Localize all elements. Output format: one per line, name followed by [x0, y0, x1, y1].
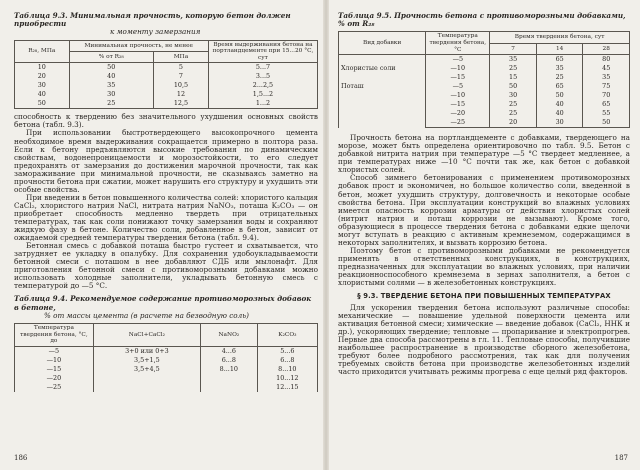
table-cell: 8...10	[257, 365, 317, 374]
table-cell: 65	[583, 100, 630, 109]
table-cell: 50	[536, 91, 583, 100]
table-cell: Поташ	[339, 82, 426, 128]
table-cell: 30	[490, 91, 537, 100]
table-cell: 40	[15, 90, 70, 99]
table-row	[339, 55, 630, 65]
table-cell: 4...6	[201, 346, 258, 356]
table-cell: 45	[583, 64, 630, 73]
table-header: % от R₂₈	[69, 52, 153, 63]
table-cell: —20	[426, 109, 490, 118]
table-cell: 55	[583, 109, 630, 118]
table-header: 14	[536, 43, 583, 54]
table-header: 28	[583, 43, 630, 54]
table-9-3-caption: Таблица 9.3. Минимальная прочность, которую бетон должен приобрести к моменту замерзания	[14, 11, 291, 37]
table-cell: 40	[69, 72, 153, 81]
table-cell: 30	[69, 90, 153, 99]
table-cell: 25	[69, 99, 153, 109]
table-cell: 6...8	[257, 356, 317, 365]
table-row	[15, 383, 318, 392]
table-cell: 50	[490, 82, 537, 91]
table-cell: 5	[153, 63, 208, 73]
table-cell: 20	[15, 72, 70, 81]
paragraph: способность к твердению без значительного ухудшения основных свойств бетона (табл. 9.3).	[14, 112, 318, 130]
table-cell: 80	[583, 55, 630, 65]
table-cell: 7	[153, 72, 208, 81]
table-row	[15, 81, 318, 90]
paragraph: Прочность бетона на портландцементе с добавками, твердеющего на морозе, может быть определена ориентировочно по табл. 9.5. Бетон с добавкой нитрита натрия при температуре —5 °С твердеет медленнее, а при температурах ниже —10 °С почти так же, как бетон с добавкой хлористых солей.	[338, 133, 630, 175]
table-cell: 1,5...2	[208, 90, 317, 99]
table-cell: 2...2,5	[208, 81, 317, 90]
page-number: 187	[614, 454, 628, 462]
table-9-3	[14, 40, 318, 110]
table-row	[339, 82, 630, 91]
paragraph: При введении в бетон повышенного количества солей: хлористого кальция CaCl₂, хлористого натрия NaCl, нитрата натрия NaNO₃, поташа K₂CO₃ — он приобретает способность медленно твердеть при отрицательных температурах, так как соли понижают точку замерзания воды и сохраняют жидкую фазу в бетоне. Количество соли, добавленное в бетон, зависит от ожидаемой средней температуры твердения бетона (табл. 9.4).	[14, 192, 318, 243]
table-cell: 25	[490, 64, 537, 73]
table-cell	[93, 374, 200, 383]
table-cell: 5...6	[257, 346, 317, 356]
table-cell: 12	[153, 90, 208, 99]
table-cell: 50	[15, 99, 70, 109]
table-cell	[93, 383, 200, 392]
table-cell: —15	[426, 73, 490, 82]
table-cell: 6...8	[201, 356, 258, 365]
table-header: Время выдерживания бетона на портландцементе при 15...20 °С, сут	[208, 40, 317, 63]
table-header: Температура твердения бетона, °С	[426, 32, 490, 55]
table-cell: 20	[490, 118, 537, 128]
table-cell: 3,5+4,5	[93, 365, 200, 374]
table-header: R₂₈, МПа	[15, 40, 70, 63]
table-cell: 15	[490, 73, 537, 82]
table-9-5-caption: Таблица 9.5. Прочность бетона с противоморозными добавками, % от R₂₈	[338, 11, 626, 29]
table-cell: 8...10	[201, 365, 258, 374]
table-cell: —5	[426, 82, 490, 91]
table-cell: 12,5	[153, 99, 208, 109]
table-cell: 40	[536, 100, 583, 109]
table-row	[15, 374, 318, 383]
table-header: NaCl+CaCl₂	[93, 324, 200, 347]
table-cell: 25	[536, 73, 583, 82]
table-row	[15, 72, 318, 81]
table-cell: 75	[583, 82, 630, 91]
table-9-4-caption: Таблица 9.4. Рекомендуемое содержание противоморозных добавок в бетоне, % от массы цемента (в расчете на безводную соль)	[14, 294, 312, 320]
table-cell: Хлористые соли	[339, 55, 426, 83]
table-cell: —20	[15, 374, 94, 383]
table-cell: 1...2	[208, 99, 317, 109]
table-header: K₂CO₃	[257, 324, 317, 347]
table-header: Температура твердения бетона, °С, до	[15, 324, 94, 347]
table-9-5	[338, 31, 630, 128]
table-cell: 30	[15, 81, 70, 90]
table-header: МПа	[153, 52, 208, 63]
table-cell: —15	[15, 365, 94, 374]
table-cell: 35	[536, 64, 583, 73]
table-header: Время твердения бетона, сут	[490, 32, 630, 43]
right-page	[326, 0, 640, 470]
table-row	[15, 99, 318, 109]
paragraph: Для ускорения твердения бетона используют различные способы: механические — повышение удельной поверхности цемента или активация бетонной смеси; химические — введение добавок (CaCl₂, ННК и др.), ускоряющих твердение; тепловые — пропаривание и электропрогрев. Первые два способа рассмотрены в гл. 11. Тепловые способы, получившие наибольшее распространение в производстве сборного железобетона, требуют более подробного рассмотрения, так как для получения требуемых свойств бетона при производстве железобетонных изделий часто приходится учитывать режимы прогрева с еще целый ряд факторов.	[338, 303, 630, 377]
table-cell	[201, 383, 258, 392]
table-cell: —25	[15, 383, 94, 392]
table-cell: 12...15	[257, 383, 317, 392]
table-cell: —10	[426, 91, 490, 100]
paragraph: Бетонная смесь с добавкой поташа быстро густеет и схватывается, что затрудняет ее укладку в опалубку. Для сохранения удобоукладываемости бетонной смеси с поташом в нее добавляют СДБ или мылонафт. Для приготовления бетонной смеси с противоморозными добавками можно использовать холодные заполнители, укладывать бетонную смесь с температурой до —5 °С.	[14, 241, 318, 291]
table-cell: 35	[490, 55, 537, 65]
table-cell: 70	[583, 91, 630, 100]
paragraph: Поэтому бетон с противоморозными добавками не рекомендуется применять в ответственных конструкциях, в конструкциях, предназначенных для эксплуатации во влажных условиях, при наличии реакционноспособного кремнезема в зернах заполнителя, а бетон с хлористыми солями — в железобетонных конструкциях.	[338, 245, 630, 288]
table-row	[15, 365, 318, 374]
table-cell: 10,5	[153, 81, 208, 90]
table-row	[15, 63, 318, 73]
paragraph: При использовании быстротвердеющего высокопрочного цемента необходимое время выдерживания сокращается примерно в полтора раза. Если к бетону предъявляются высокие требования по динамическим свойствам, водонепроницаемости и морозостойкости, то его следует предохранять от замерзания до достижения марочной прочности, так как замораживание при минимальной прочности, не сказываясь заметно на прочности бетона при сжатии, может нарушить его структуру и ухудшить эти особые свойства.	[14, 128, 318, 194]
paragraph: Способ зимнего бетонирования с применением противоморозных добавок прост и экономичен, но большое количество соли, введенной в бетон, может ухудшить структуру, долговечность и некоторые особые свойства бетона. При эксплуатации конструкций во влажных условиях имеется опасность коррозии арматуры от действия хлористых солей (нитрит натрия и поташ коррозии не вызывают). Кроме того, образующиеся в процессе твердения бетона с добавками едкие щелочи могут вступать в реакцию с активным кремнеземом, содержащимся в некоторых заполнителях, и вызвать коррозию бетона.	[338, 173, 630, 247]
table-header: Вид добавки	[339, 32, 426, 55]
table-cell: 65	[536, 82, 583, 91]
table-cell: 10	[15, 63, 70, 73]
table-cell: —5	[15, 346, 94, 356]
table-cell: —25	[426, 118, 490, 128]
table-cell: 30	[536, 118, 583, 128]
table-cell: 35	[69, 81, 153, 90]
table-cell: 25	[490, 100, 537, 109]
table-cell: —10	[15, 356, 94, 365]
table-cell: 50	[583, 118, 630, 128]
table-row	[15, 346, 318, 356]
table-header: 7	[490, 43, 537, 54]
table-header: NaNO₂	[201, 324, 258, 347]
section-heading: § 9.3. ТВЕРДЕНИЕ БЕТОНА ПРИ ПОВЫШЕННЫХ ТЕМПЕРАТУРАХ	[357, 292, 611, 301]
table-cell: —15	[426, 100, 490, 109]
table-cell: 3+0 или 0+3	[93, 346, 200, 356]
table-cell: 65	[536, 55, 583, 65]
table-cell	[201, 374, 258, 383]
table-cell: 35	[583, 73, 630, 82]
table-cell: 3...5	[208, 72, 317, 81]
table-cell: 3,5+1,5	[93, 356, 200, 365]
table-header: Минимальная прочность, не менее	[69, 40, 208, 51]
table-cell: 10...12	[257, 374, 317, 383]
table-row	[15, 356, 318, 365]
table-row	[15, 90, 318, 99]
page-number: 186	[14, 454, 28, 462]
table-cell: 5...7	[208, 63, 317, 73]
table-9-4	[14, 323, 318, 392]
table-cell: 40	[536, 109, 583, 118]
table-cell: 50	[69, 63, 153, 73]
table-cell: —10	[426, 64, 490, 73]
table-cell: 25	[490, 109, 537, 118]
table-cell: —5	[426, 55, 490, 65]
